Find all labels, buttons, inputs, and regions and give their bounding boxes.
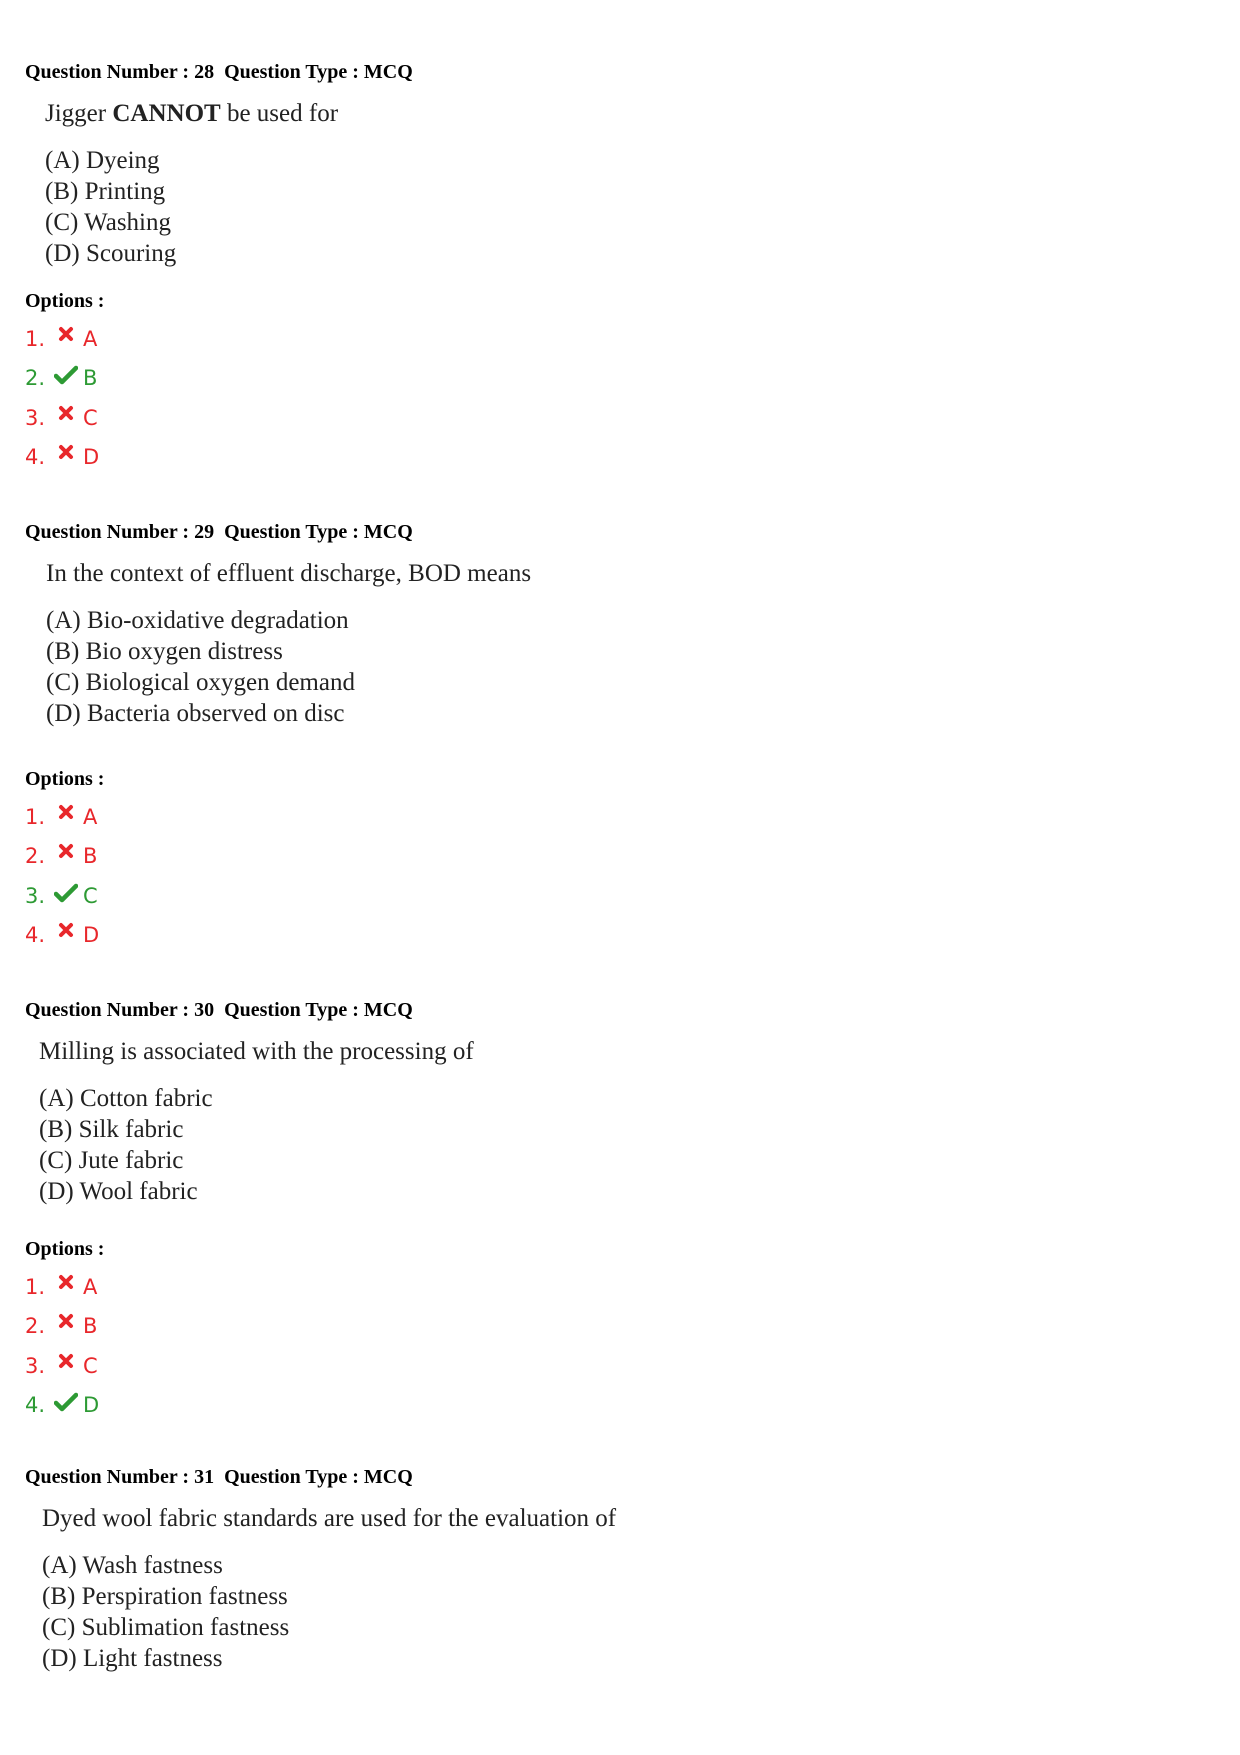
- choice-b: (B) Silk fabric: [39, 1116, 184, 1143]
- option-letter: B: [83, 1314, 98, 1339]
- option-number: 4.: [25, 445, 46, 470]
- options-block: [25, 767, 1215, 955]
- question-body: [25, 98, 1215, 269]
- choice-d: (D) Scouring: [45, 240, 177, 267]
- option-d: [25, 916, 1215, 956]
- question-body: [25, 558, 1215, 729]
- question-header: Question Number : 29 Question Type : MCQ: [25, 521, 413, 543]
- question-text-part: Jigger: [45, 100, 113, 127]
- option-letter: C: [83, 405, 98, 430]
- option-number: 1.: [25, 326, 46, 351]
- option-d: [25, 438, 1215, 478]
- question-header: Question Number : 31 Question Type : MCQ: [25, 1466, 413, 1488]
- option-letter: D: [83, 1393, 100, 1418]
- question-29: [25, 520, 1215, 955]
- choice-a: (A) Cotton fabric: [39, 1085, 213, 1112]
- cross-icon: [53, 922, 79, 948]
- options-list: [25, 1267, 1215, 1425]
- option-number: 3.: [25, 405, 46, 430]
- option-letter: D: [83, 445, 100, 470]
- option-b: [25, 1307, 1215, 1347]
- option-c: [25, 1346, 1215, 1386]
- option-a: [25, 1267, 1215, 1307]
- option-c: [25, 398, 1215, 438]
- cross-icon: [53, 444, 79, 470]
- check-icon: [53, 1392, 79, 1418]
- choice-b: (B) Bio oxygen distress: [46, 638, 283, 665]
- options-block: [25, 1237, 1215, 1425]
- question-body: [25, 1036, 1215, 1207]
- check-icon: [53, 883, 79, 909]
- cross-icon: [53, 1313, 79, 1339]
- question-31: [25, 1465, 1215, 1674]
- choice-c: (C) Biological oxygen demand: [46, 669, 355, 696]
- cross-icon: [53, 405, 79, 431]
- option-letter: D: [83, 923, 100, 948]
- question-text-part: In the context of effluent discharge, BOD means: [46, 560, 532, 587]
- option-number: 2.: [25, 844, 46, 869]
- option-letter: A: [83, 326, 98, 351]
- choice-a: (A) Dyeing: [45, 147, 160, 174]
- cross-icon: [53, 1353, 79, 1379]
- option-b: [25, 837, 1215, 877]
- option-number: 1.: [25, 804, 46, 829]
- option-letter: C: [83, 1353, 98, 1378]
- choice-c: (C) Washing: [45, 209, 171, 236]
- check-icon: [53, 365, 79, 391]
- question-header: Question Number : 30 Question Type : MCQ: [25, 999, 413, 1021]
- options-list: [25, 797, 1215, 955]
- question-header: Question Number : 28 Question Type : MCQ: [25, 61, 413, 83]
- option-number: 4.: [25, 1393, 46, 1418]
- choice-b: (B) Perspiration fastness: [42, 1583, 288, 1610]
- choice-d: (D) Wool fabric: [39, 1178, 198, 1205]
- question-text-part: Dyed wool fabric standards are used for the evaluation of: [42, 1505, 617, 1532]
- options-label: Options :: [25, 768, 105, 790]
- option-number: 4.: [25, 923, 46, 948]
- cross-icon: [53, 326, 79, 352]
- option-number: 2.: [25, 366, 46, 391]
- option-number: 2.: [25, 1314, 46, 1339]
- cross-icon: [53, 1274, 79, 1300]
- question-30: [25, 998, 1215, 1425]
- option-number: 1.: [25, 1274, 46, 1299]
- question-text-part: be used for: [220, 100, 339, 127]
- cross-icon: [53, 843, 79, 869]
- option-letter: A: [83, 804, 98, 829]
- choice-d: (D) Light fastness: [42, 1645, 223, 1672]
- option-d: [25, 1386, 1215, 1426]
- choice-c: (C) Sublimation fastness: [42, 1614, 290, 1641]
- choice-a: (A) Bio-oxidative degradation: [46, 607, 349, 634]
- option-letter: C: [83, 883, 98, 908]
- options-block: [25, 289, 1215, 477]
- question-text-emphasis: CANNOT: [112, 100, 221, 127]
- option-letter: B: [83, 366, 98, 391]
- choice-b: (B) Printing: [45, 178, 166, 205]
- choice-d: (D) Bacteria observed on disc: [46, 700, 345, 727]
- choice-c: (C) Jute fabric: [39, 1147, 184, 1174]
- question-text: [42, 1503, 1215, 1534]
- option-a: [25, 797, 1215, 837]
- question-body: [25, 1503, 1215, 1674]
- option-b: [25, 359, 1215, 399]
- option-c: [25, 876, 1215, 916]
- options-label: Options :: [25, 290, 105, 312]
- option-letter: A: [83, 1274, 98, 1299]
- question-text: [39, 1036, 1215, 1067]
- option-letter: B: [83, 844, 98, 869]
- question-text-part: Milling is associated with the processing of: [39, 1038, 474, 1065]
- question-text: [46, 558, 1215, 589]
- question-28: [25, 60, 1215, 477]
- options-label: Options :: [25, 1238, 105, 1260]
- option-number: 3.: [25, 883, 46, 908]
- options-list: [25, 319, 1215, 477]
- option-a: [25, 319, 1215, 359]
- question-text: [45, 98, 1215, 129]
- choice-a: (A) Wash fastness: [42, 1552, 223, 1579]
- cross-icon: [53, 804, 79, 830]
- option-number: 3.: [25, 1353, 46, 1378]
